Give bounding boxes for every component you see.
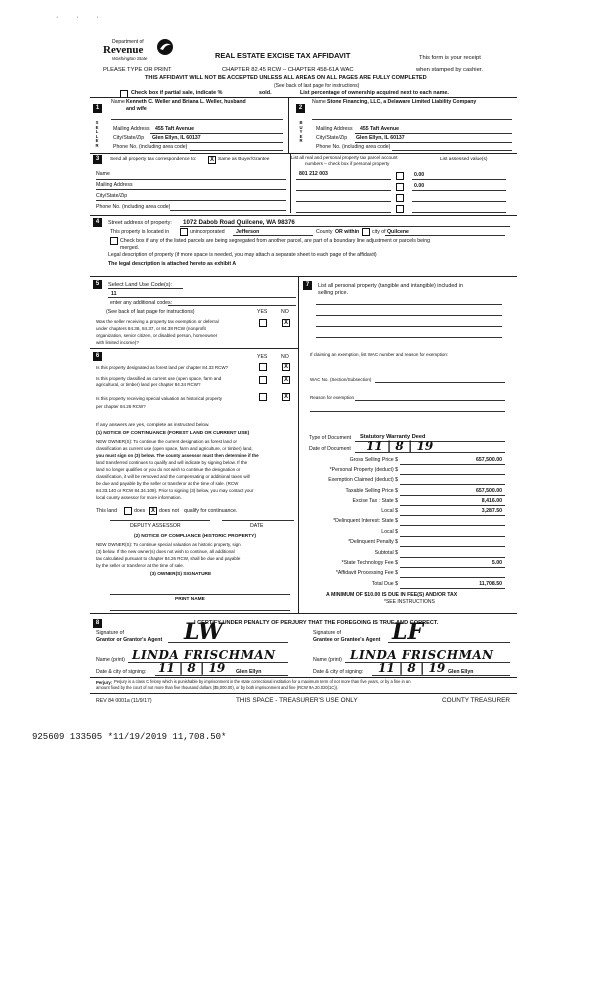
buyer-grantee-label: B U Y E R	[299, 120, 303, 144]
s5-no-header: NO	[281, 309, 289, 315]
located-in-label: This property is located in	[110, 229, 170, 235]
or-within-label: OR within	[335, 229, 360, 235]
parcel-1-value: 0.00	[414, 172, 425, 178]
same-as-buyer-label: Same as Buyer/Grantee	[218, 157, 270, 162]
deputy-assessor-label: DEPUTY ASSESSOR	[130, 523, 181, 529]
parcel-list-header-1: List all real and personal property tax parcel account	[291, 155, 398, 160]
exemption-no-checkbox[interactable]: X	[283, 320, 288, 326]
s5-yes-header: YES	[257, 309, 268, 315]
grantor-printed-name: LINDA FRISCHMAN	[132, 648, 276, 662]
historic-question-2: per chapter 84.26 RCW?	[96, 404, 146, 409]
property-street-address: 1072 Dabob Road Quilcene, WA 98376	[183, 219, 295, 226]
grantor-agent-label: Grantor or Grantor's Agent	[96, 637, 163, 643]
s1-phone-label: Phone No. (including area code)	[113, 144, 188, 150]
exemption-question-3: organization, senior citizen, or disabled person, homeowner	[96, 333, 218, 338]
historic-yes-checkbox[interactable]	[259, 393, 267, 401]
agency-main: Revenue	[103, 44, 144, 56]
minimum-fee-note: A MINIMUM OF $10.00 IS DUE IN FEE(S) AND/OR TAX	[326, 592, 458, 598]
tax-row: Local $ 3,287.50	[300, 508, 510, 518]
this-land-label: This land	[96, 508, 118, 514]
perjury-label: Perjury:	[96, 680, 113, 685]
city-of-label: city of	[372, 229, 386, 235]
street-address-label: Street address of property:	[108, 220, 172, 226]
current-use-no-checkbox[interactable]: X	[283, 377, 288, 383]
doc-type-value: Statutory Warranty Deed	[360, 434, 426, 440]
parcel-2-value: 0.00	[414, 183, 425, 189]
land-use-code: 11	[111, 291, 117, 297]
treasurer-receipt-stamp: 925609 133505 *11/19/2019 11,708.50*	[32, 732, 227, 742]
s3-phone-label: Phone No. (including area code)	[96, 204, 171, 210]
grantee-date-city-label: Date & city of signing:	[313, 669, 364, 675]
land-does-not-checkbox[interactable]: X	[150, 508, 155, 514]
additional-codes-label: enter any additional codes:	[110, 300, 173, 306]
tax-row: Local $	[300, 529, 510, 539]
section-6-number: 6	[93, 352, 102, 361]
historic-no-checkbox[interactable]: X	[283, 394, 288, 400]
section-4-number: 4	[93, 218, 102, 227]
county-name: Jefferson	[236, 229, 260, 235]
section-8-number: 8	[93, 619, 102, 628]
date-label: DATE	[250, 523, 264, 529]
historic-question-1: Is this property receiving special valuation as historical property	[96, 396, 223, 401]
grantor-name-print-label: Name (print)	[96, 657, 125, 663]
section-1-number: 1	[93, 104, 102, 113]
send-correspondence-label: Send all property tax correspondence to:	[110, 157, 197, 162]
tax-row: *Affidavit Processing Fee $	[300, 570, 510, 580]
parcel-3-personal-checkbox[interactable]	[396, 194, 404, 202]
seller-grantor-label: S E L L E R	[95, 120, 99, 148]
seller-name-2: and wife	[126, 106, 147, 112]
seller-address: 455 Taft Avenue	[155, 126, 195, 132]
parcel-4-personal-checkbox[interactable]	[396, 205, 404, 213]
current-use-question-2: agricultural, or timber) land per chapter 84.34 RCW?	[96, 382, 201, 387]
print-name-label: PRINT NAME	[175, 597, 205, 602]
segregated-text-2: merged.	[120, 245, 140, 251]
doc-type-label: Type of Document	[309, 435, 352, 441]
perjury-text-1: Perjury is a class C felony which is punishable by imprisonment in the state correctional institution for a maximum term of not more than five years, or by a fine in an	[114, 679, 411, 684]
exemption-question-2: under chapters 84.36, 84.37, or 84.38 RCW (nonprofit	[96, 326, 206, 331]
s2-city-label: City/State/Zip	[316, 135, 348, 141]
tax-row: Subtotal $	[300, 550, 510, 560]
grantor-sign-city: Glen Ellyn	[236, 669, 262, 675]
grantor-date-city-label: Date & city of signing:	[96, 669, 147, 675]
forest-land-question: Is this property designated as forest land per chapter 84.33 RCW?	[96, 365, 229, 370]
form-id: REV 84 0001a (11/9/17)	[96, 698, 152, 704]
s6-yes-header: YES	[257, 354, 268, 360]
seller-name: Kenneth C. Weller and Briana L. Weller, husband	[126, 99, 246, 105]
buyer-city: Glen Ellyn, IL 60137	[356, 135, 405, 141]
treasurer-space-label: THIS SPACE - TREASURER'S USE ONLY	[236, 697, 358, 704]
exemption-yes-checkbox[interactable]	[259, 319, 267, 327]
completeness-warning: THIS AFFIDAVIT WILL NOT BE ACCEPTED UNLESS ALL AREAS ON ALL PAGES ARE FULLY COMPLETED	[145, 75, 427, 81]
if-yes-instruction: If any answers are yes, complete as instructed below.	[96, 423, 210, 428]
tax-row: Exemption Claimed (deduct) $	[300, 477, 510, 487]
grantee-sig-of: Signature of	[313, 630, 341, 636]
tax-row: *Personal Property (deduct) $	[300, 467, 510, 477]
personal-property-label-2: selling price.	[318, 290, 348, 296]
notice-1-title: (1) NOTICE OF CONTINUANCE (FOREST LAND OR CURRENT USE)	[96, 431, 250, 436]
section-5-number: 5	[93, 280, 102, 289]
forest-yes-checkbox[interactable]	[259, 363, 267, 371]
grantee-signature: LF	[392, 619, 424, 645]
agency-top: Department of	[112, 39, 144, 45]
grantor-signature: LW	[184, 619, 223, 645]
qualify-label: qualify for continuance.	[184, 508, 238, 514]
s2-name-label: Name	[312, 99, 326, 105]
grantor-sig-of: Signature of	[96, 630, 124, 636]
unincorporated-label: unincorporated	[190, 229, 225, 235]
segregated-text-1: Check box if any of the listed parcels are being segregated from another parcel, are part of a boundary line adjustment or parcels being	[120, 238, 430, 244]
chapter-ref: CHAPTER 82.45 RCW – CHAPTER 458-61A WAC	[222, 67, 354, 73]
perjury-certification: I CERTIFY UNDER PENALTY OF PERJURY THAT THE FOREGOING IS TRUE AND CORRECT.	[194, 620, 439, 626]
grantee-sign-city: Glen Ellyn	[448, 669, 474, 675]
owner-signature-label: (3) OWNER(S) SIGNATURE	[150, 572, 212, 577]
within-city-checkbox[interactable]	[362, 228, 370, 236]
tax-row: *State Technology Fee $ 5.00	[300, 560, 510, 570]
s6-no-header: NO	[281, 354, 289, 360]
tax-row: Gross Selling Price $ 657,500.00	[300, 457, 510, 467]
doc-date-label: Date of Document	[309, 446, 351, 452]
s2-address-label: Mailing Address	[316, 126, 353, 132]
legal-description-label: Legal description of property (if more space is needed, you may attach a separate sheet to each page of the affidavit)	[108, 252, 377, 258]
same-as-buyer-checkbox[interactable]: X	[209, 157, 214, 163]
see-back-note: (See back of last page for instructions)	[274, 83, 360, 89]
exemption-question-1: Was the seller receiving a property tax exemption or deferral	[96, 319, 219, 324]
legal-description-attached: The legal description is attached hereto as exhibit A	[108, 261, 237, 267]
section-3-number: 3	[93, 155, 102, 164]
see-instructions-note: *SEE INSTRUCTIONS	[384, 599, 435, 605]
county-label: County	[316, 229, 333, 235]
parcel-list-header-2: numbers – check box if personal property	[305, 161, 390, 166]
tax-row: Total Due $ 11,708.50	[300, 581, 510, 591]
s3-name-label: Name	[96, 171, 110, 177]
receipt-note-1: This form is your receipt	[419, 55, 481, 61]
city-name: Quilcene	[387, 229, 409, 235]
tax-row: Excise Tax : State $ 8,416.00	[300, 498, 510, 508]
grantee-agent-label: Grantee or Grantee's Agent	[313, 637, 381, 643]
exemption-question-4: with limited income)?	[96, 340, 139, 345]
s1-address-label: Mailing Address	[113, 126, 150, 132]
grantor-sign-date: 11 | 8 | 19	[158, 661, 226, 675]
land-does-checkbox[interactable]	[124, 507, 132, 515]
forest-no-checkbox[interactable]: X	[283, 364, 288, 370]
s3-city-label: City/State/Zip	[96, 193, 128, 199]
current-use-question-1: Is this property classified as current use (open space, farm and	[96, 376, 222, 381]
tax-rows	[300, 457, 510, 597]
land-use-label: Select Land Use Code(s):	[108, 282, 173, 288]
sold-label: sold.	[259, 90, 272, 96]
seller-city: Glen Ellyn, IL 60137	[152, 135, 201, 141]
segregated-checkbox[interactable]	[110, 237, 118, 245]
does-not-label: does not	[159, 508, 179, 514]
assessed-value-header: List assessed value(s)	[440, 157, 488, 162]
tax-row: *Delinquent Interest: State $	[300, 518, 510, 528]
agency-sub: Washington State	[112, 56, 148, 61]
perjury-text-2: amount fixed by the court of not more than five thousand dollars ($5,000.00), or by both imprisonment and fine (RCW 9A.20.020(1C)).	[96, 685, 339, 690]
buyer-address: 455 Taft Avenue	[360, 126, 400, 132]
county-treasurer-label: COUNTY TREASURER	[442, 697, 510, 704]
grantee-name-print-label: Name (print)	[313, 657, 342, 663]
parcel-2-personal-checkbox[interactable]	[396, 183, 404, 191]
partial-sale-label: Check box if partial sale, indicate %	[131, 90, 223, 96]
s5-see-back: (See back of last page for instructions)	[106, 309, 195, 315]
grantee-printed-name: LINDA FRISCHMAN	[350, 648, 494, 662]
parcel-number: 801 212 003	[299, 171, 328, 177]
personal-property-label-1: List all personal property (tangible and intangible) included in	[318, 283, 464, 289]
revenue-swoosh-icon	[156, 38, 174, 56]
reason-label: Reason for exemption	[310, 395, 355, 400]
parcel-1-personal-checkbox[interactable]	[396, 172, 404, 180]
section-2-number: 2	[296, 104, 305, 113]
receipt-note-2: when stamped by cashier.	[416, 67, 484, 73]
please-type: PLEASE TYPE OR PRINT	[103, 67, 172, 73]
tax-row: *Delinquent Penalty $	[300, 539, 510, 549]
exemption-claim-label: If claiming an exemption, list WAC number and reason for exemption:	[310, 352, 449, 357]
does-label: does	[134, 508, 146, 514]
form-title: REAL ESTATE EXCISE TAX AFFIDAVIT	[215, 51, 351, 60]
s2-phone-label: Phone No. (including area code)	[316, 144, 391, 150]
s3-address-label: Mailing Address	[96, 182, 133, 188]
notice-2-title: (2) NOTICE OF COMPLIANCE (HISTORIC PROPERTY)	[134, 534, 256, 539]
s1-city-label: City/State/Zip	[113, 135, 145, 141]
grantee-sign-date: 11 | 8 | 19	[378, 661, 446, 675]
ownership-note: List percentage of ownership acquired next to each name.	[300, 90, 449, 96]
wac-number-label: WAC No. (Section/Subsection)	[310, 377, 372, 382]
current-use-yes-checkbox[interactable]	[259, 376, 267, 384]
section-7-number: 7	[303, 281, 312, 290]
dor-logo	[103, 38, 183, 64]
doc-date-handwritten: 11 | 8 | 19	[366, 439, 434, 453]
s1-name-label: Name	[111, 99, 125, 105]
unincorporated-checkbox[interactable]	[180, 228, 188, 236]
tax-row: Taxable Selling Price $ 657,500.00	[300, 488, 510, 498]
buyer-name: Stone Financing, LLC, a Delaware Limited Liability Company	[327, 99, 477, 105]
stray-marks: · · ·	[56, 14, 107, 21]
